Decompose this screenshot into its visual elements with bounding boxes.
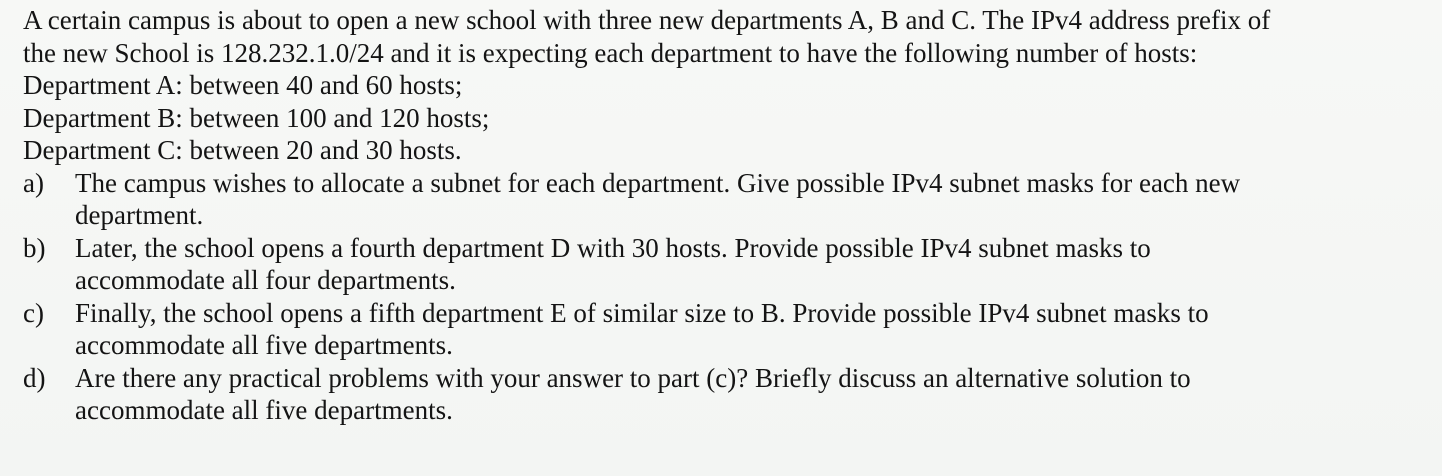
question-text-line: accommodate all five departments. — [75, 330, 453, 360]
intro-line-1: A certain campus is about to open a new school with three new departments A, B and C. The IPv4 address prefix of — [23, 5, 1271, 35]
question-text — [75, 167, 1402, 232]
question-a — [23, 167, 1402, 232]
question-label: c) — [23, 297, 44, 328]
question-text — [75, 297, 1402, 362]
question-text-line: accommodate all five departments. — [75, 395, 453, 425]
intro-line-2: the new School is 128.232.1.0/24 and it is expecting each department to have the following number of hosts: — [23, 37, 1198, 68]
question-list — [23, 167, 1402, 427]
problem-intro — [23, 4, 1402, 167]
question-b — [23, 232, 1402, 297]
question-text-line: The campus wishes to allocate a subnet for each department. Give possible IPv4 subnet masks for each new — [75, 167, 1241, 198]
question-text-line: Later, the school opens a fourth department D with 30 hosts. Provide possible IPv4 subnet masks to — [75, 232, 1151, 263]
question-text-line: accommodate all four departments. — [75, 265, 456, 295]
question-text-line: Are there any practical problems with your answer to part (c)? Briefly discuss an alternative solution to — [75, 362, 1191, 393]
department-a-requirement: Department A: between 40 and 60 hosts; — [23, 70, 463, 100]
question-c — [23, 297, 1402, 362]
question-d — [23, 362, 1402, 427]
department-b-requirement: Department B: between 100 and 120 hosts; — [23, 102, 490, 133]
question-text-line: department. — [75, 200, 204, 230]
department-c-requirement: Department C: between 20 and 30 hosts. — [23, 135, 462, 165]
question-text — [75, 362, 1402, 427]
question-label: a) — [23, 167, 44, 198]
question-label: d) — [23, 362, 46, 393]
question-text-line: Finally, the school opens a fifth department E of similar size to B. Provide possible IPv4 subnet masks to — [75, 297, 1209, 328]
question-text — [75, 232, 1402, 297]
question-label: b) — [23, 232, 46, 263]
